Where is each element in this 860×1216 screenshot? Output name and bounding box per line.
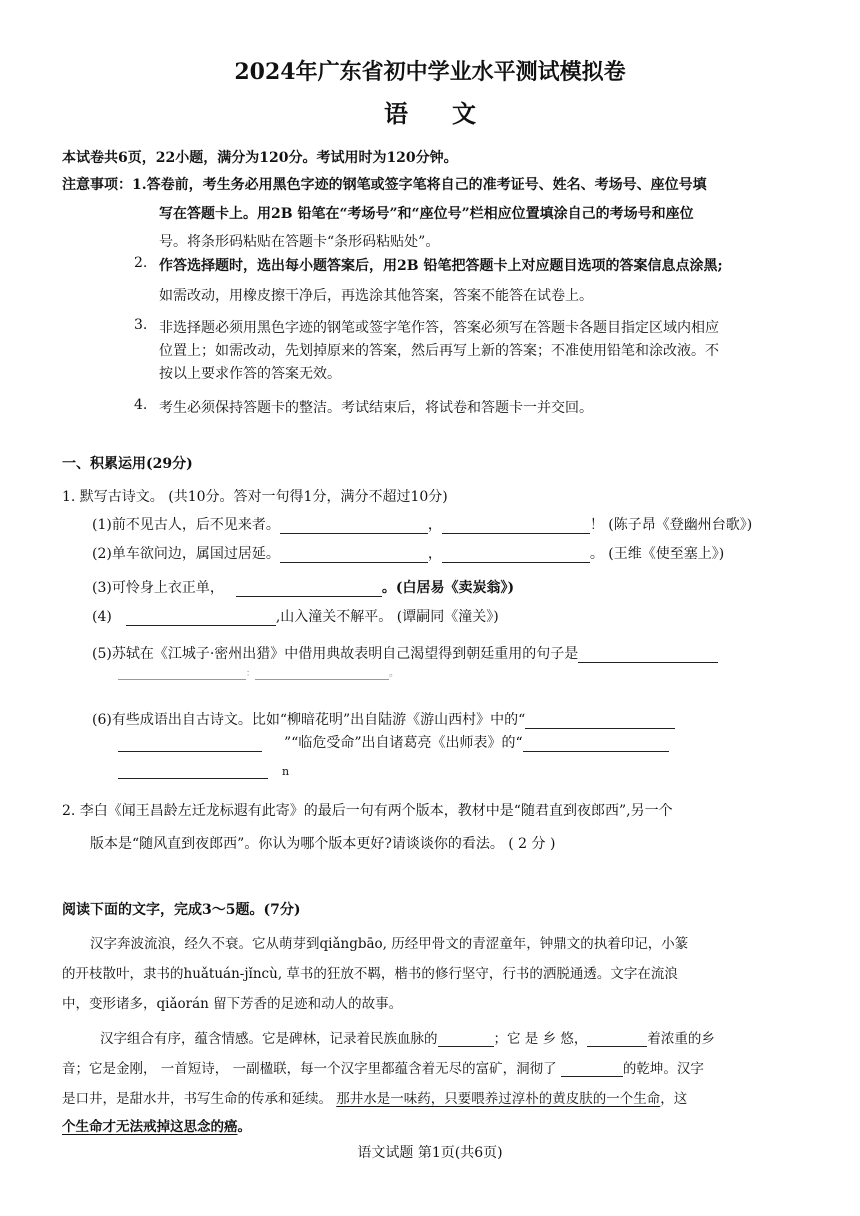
notice-item-3-line-1: 非选择题必须用黑色字迹的钢笔或签字笔作答，答案必须写在答题卡各题目指定区域内相应 — [159, 320, 719, 336]
reading-heading: 阅读下面的文字，完成3～5题。(7分) — [62, 902, 301, 918]
notice-item-3-line-3: 按以上要求作答的答案无效。 — [159, 366, 341, 382]
passage-text: 的乾坤。汉字 — [622, 1061, 704, 1077]
answer-blank[interactable] — [442, 518, 590, 534]
item-4-number: (4) — [92, 609, 112, 625]
item-4-source: ,山入潼关不解平。 (谭嗣同《潼关》) — [275, 609, 499, 625]
question-1-item-3 — [92, 577, 514, 597]
answer-blank[interactable] — [126, 610, 276, 626]
notice-line-1 — [62, 174, 707, 194]
notice-item-2-number: 2. — [134, 255, 148, 271]
passage-p1-line-1: 汉字奔波流浪，经久不衰。它从萌芽到qiǎngbāo, 历经甲骨文的青涩童年，钟鼎文的执着印记，小篆 — [90, 936, 689, 952]
notice-item-2-line-1: 作答选择题时，选出每小题答案后，用2B 铅笔把答题卡上对应题目选项的答案信息点涂黑; — [159, 258, 723, 274]
item-1-comma: ， — [427, 517, 442, 533]
answer-blank[interactable] — [442, 547, 590, 563]
passage-p2-line-3 — [62, 1087, 687, 1107]
item-6-text: (6)有些成语出自古诗文。比如“柳暗花明”出自陆游《游山西村》中的“ — [92, 712, 526, 728]
notice-item-4-line-1: 考生必须保持答题卡的整洁。考试结束后，将试卷和答题卡一并交回。 — [159, 400, 593, 416]
answer-blank[interactable] — [525, 713, 675, 729]
notice-item-2-line-2: 如需改动，用橡皮擦干净后，再选涂其他答案，答案不能答在试卷上。 — [159, 288, 593, 304]
item-3-text: (3)可怜身上衣正单， — [92, 580, 224, 596]
question-1-item-5-line-1 — [92, 643, 718, 663]
notice-item-4-number: 4. — [134, 397, 148, 413]
notice-item-1-text: 1.答卷前，考生务必用黑色字迹的钢笔或签字笔将自己的准考证号、姓名、考场号、座位号填 — [132, 177, 707, 193]
item-6-end: n — [282, 765, 290, 778]
passage-text: 汉字组合有序，蕴含情感。它是碑林，记录着民族血脉的 — [100, 1031, 438, 1047]
passage-p1-line-2: 的开枝散叶，隶书的huǎtuán-jǐncù, 草书的狂放不羁，楷书的修行坚守，行书的洒脱通透。文字在流浪 — [62, 966, 678, 982]
item-1-text: (1)前不见古人，后不见来者。 — [92, 517, 280, 533]
answer-blank[interactable] — [578, 647, 718, 663]
answer-blank[interactable] — [587, 1031, 647, 1047]
passage-p2-line-2 — [62, 1057, 704, 1077]
item-3-source: 。(白居易《卖炭翁》) — [381, 580, 515, 596]
passage-p1-line-3: 中，变形诸多，qiǎorán 留下芳香的足迹和动人的故事。 — [62, 996, 403, 1012]
answer-blank[interactable] — [118, 736, 262, 752]
item-2-text: (2)单车欲问边，属国过居延。 — [92, 546, 280, 562]
answer-blank[interactable] — [118, 664, 246, 680]
item-5-text: (5)苏轼在《江城子·密州出猎》中借用典故表明自己渴望得到朝廷重用的句子是 — [92, 646, 579, 662]
question-1-item-1 — [92, 514, 752, 534]
exam-title: 2024年广东省初中学业水平测试模拟卷 — [234, 59, 626, 85]
question-1-item-4 — [92, 606, 499, 626]
notice-item-1-line-3: 号。将条形码粘贴在答题卡“条形码粘贴处”。 — [159, 234, 440, 250]
question-1-item-6-line-1 — [92, 709, 675, 729]
page-footer: 语文试题 第1页(共6页) — [357, 1145, 503, 1161]
answer-blank[interactable] — [523, 736, 669, 752]
answer-blank[interactable] — [438, 1031, 494, 1047]
passage-p2-line-4 — [62, 1115, 251, 1135]
item-5-end: 。 — [389, 668, 400, 679]
answer-blank[interactable] — [255, 664, 389, 680]
answer-blank[interactable] — [280, 547, 428, 563]
underlined-sentence-end: 个生命才无法戒掉这思念的癌 — [62, 1119, 238, 1135]
passage-text: 着浓重的乡 — [647, 1031, 715, 1047]
passage-text: ，这 — [660, 1091, 688, 1107]
underlined-sentence: 那井水是一味药，只要喂养过淳朴的黄皮肤的一个生命 — [336, 1091, 661, 1107]
section-1-heading: 一、积累运用(29分) — [62, 456, 193, 472]
notice-item-3-number: 3. — [134, 317, 148, 333]
question-1-item-5-line-2 — [118, 664, 399, 680]
passage-text: 。 — [237, 1119, 251, 1135]
answer-blank[interactable] — [561, 1061, 623, 1077]
exam-intro: 本试卷共6页，22小题，满分为120分。考试用时为120分钟。 — [62, 150, 458, 166]
question-1-item-6-line-3 — [118, 763, 289, 779]
question-2-line-2: 版本是“随风直到夜郎西”。你认为哪个版本更好?请谈谈你的看法。 ( 2 分 ) — [90, 836, 556, 852]
notice-item-3-line-2: 位置上；如需改动，先划掉原来的答案，然后再写上新的答案；不准使用铅笔和涂改液。不 — [159, 343, 719, 359]
answer-blank[interactable] — [280, 518, 428, 534]
item-2-source: 。 (王维《使至塞上》) — [589, 546, 725, 562]
passage-text: 是口井，是甜水井，书写生命的传承和延续。 — [62, 1091, 337, 1107]
answer-blank[interactable] — [236, 581, 382, 597]
question-1-item-2 — [92, 543, 724, 563]
question-2-line-1: 2. 李白《闻王昌龄左迁龙标遐有此寄》的最后一句有两个版本，教材中是“随君直到夜郎西”,另一个 — [62, 803, 673, 819]
subject-title: 语文 — [384, 99, 520, 128]
passage-p2-line-1 — [100, 1027, 715, 1047]
answer-blank[interactable] — [118, 763, 268, 779]
item-5-separator: ： — [246, 669, 256, 679]
item-6-text-2: ”“临危受命”出自诸葛亮《出师表》的“ — [284, 735, 523, 751]
notice-item-1-line-2: 写在答题卡上。用2B 铅笔在“考场号”和“座位号”栏相应位置填涂自己的考场号和座位 — [159, 206, 694, 222]
question-1-stem: 1. 默写古诗文。 (共10分。答对一句得1分，满分不超过10分) — [62, 489, 448, 505]
item-1-source: ！ (陈子昂《登幽州台歌》) — [589, 517, 753, 533]
question-1-item-6-line-2 — [118, 732, 669, 752]
item-2-comma: ， — [427, 546, 442, 562]
passage-text: 音；它是金刚， 一首短诗， 一副楹联，每一个汉字里都蕴含着无尽的富矿，洞彻了 — [62, 1061, 561, 1077]
notice-label: 注意事项： — [62, 177, 132, 193]
passage-text: ；它 是 乡 悠， — [493, 1031, 588, 1047]
